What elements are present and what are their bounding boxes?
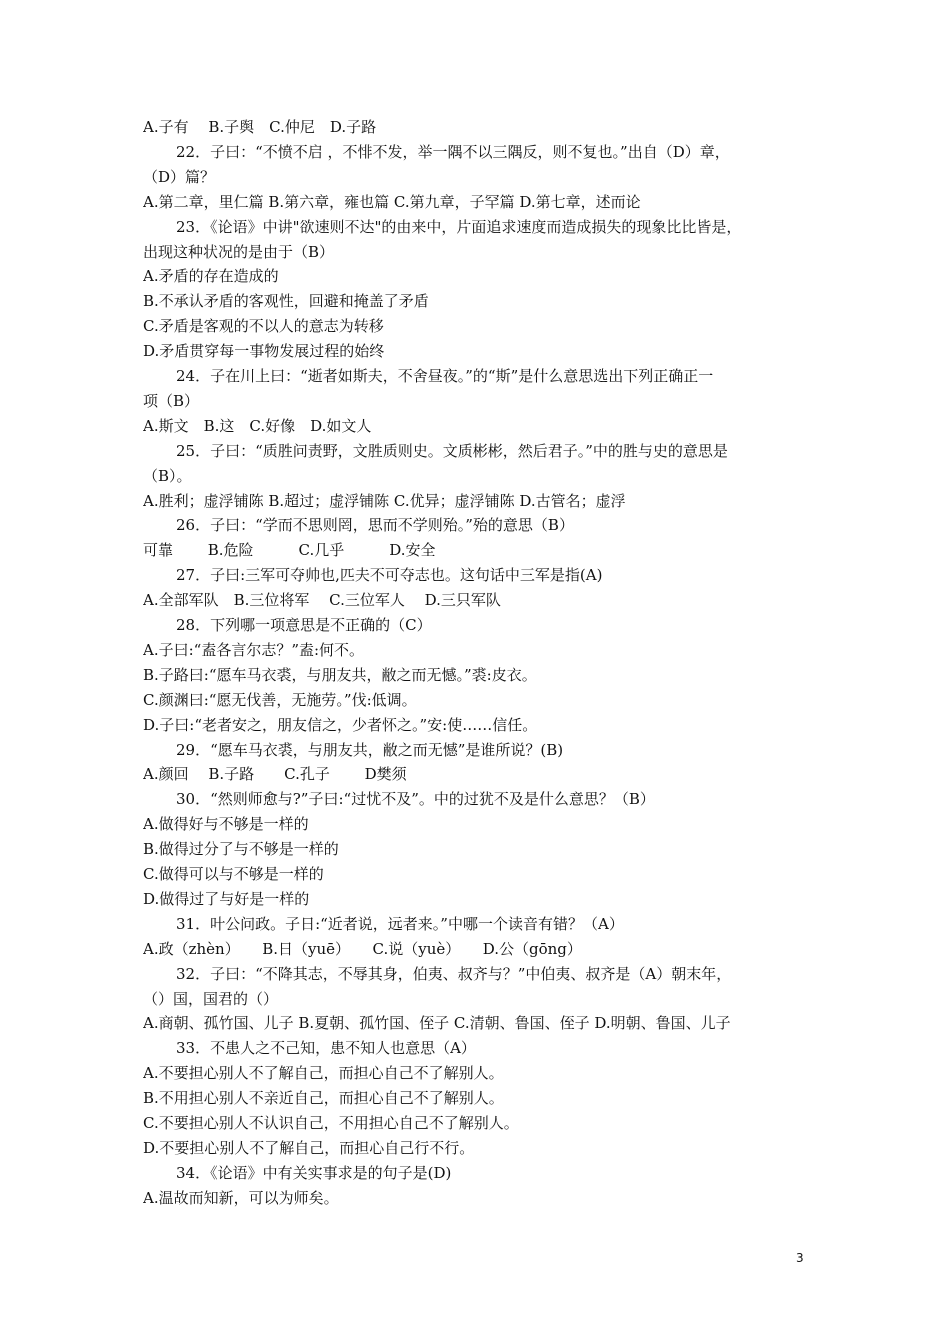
text-line: C.做得可以与不够是一样的 <box>143 865 324 883</box>
text-line: （B）。 <box>143 466 192 485</box>
text-line: A.温故而知新，可以为师矣。 <box>143 1188 339 1207</box>
text-line: A.第二章，里仁篇 B.第六章，雍也篇 C.第九章，子罕篇 D.第七章，述而论 <box>143 192 641 211</box>
text-line: B.子路曰:“愿车马衣裘，与朋友共，敝之而无憾。”裘:皮衣。 <box>143 665 537 684</box>
text-line: B.不用担心别人不亲近自己，而担心自己不了解别人。 <box>143 1089 504 1108</box>
text-line: A.斯文 B.这 C.好像 D.如文人 <box>143 416 372 435</box>
text-line: A.子曰:“盍各言尔志？”盍:何不。 <box>143 640 365 659</box>
text-line: A.商朝、孤竹国、儿子 B.夏朝、孤竹国、侄子 C.清朝、鲁国、侄子 D.明朝、鲁国、儿子 <box>143 1014 731 1033</box>
text-line: （D）篇？ <box>143 167 216 186</box>
text-line: 31．叶公问政。子日:“近者说，远者来。”中哪一个读音有错？（A） <box>176 914 624 933</box>
text-line: A.全部军队 B.三位将军 C.三位军人 D.三只军队 <box>143 591 501 610</box>
text-line: 23．《论语》中讲"欲速则不达"的由来中，片面追求速度而造成损失的现象比比皆是， <box>176 217 742 236</box>
text-line: B.不承认矛盾的客观性，回避和掩盖了矛盾 <box>143 292 429 311</box>
text-line: A.颜回 B.子路 C.孔子 D樊须 <box>143 765 407 784</box>
text-line: 26．子曰：“学而不思则罔，思而不学则殆。”殆的意思（B） <box>176 516 574 535</box>
text-line: 29．“愿车马衣裘，与朋友共，敝之而无憾”是谁所说？(B) <box>176 740 564 759</box>
text-line: 24．子在川上曰：“逝者如斯夫，不舍昼夜。”的“斯”是什么意思选出下列正确正一 <box>176 367 714 385</box>
text-line: 出现这种状况的是由于（B） <box>143 242 335 261</box>
text-line: A.子有 B.子舆 C.仲尼 D.子路 <box>143 118 377 136</box>
text-line: C.矛盾是客观的不以人的意志为转移 <box>143 317 384 336</box>
text-line: 27．子曰:三军可夺帅也,匹夫不可夺志也。这句话中三军是指(A) <box>176 566 603 585</box>
text-line: A.矛盾的存在造成的 <box>143 267 279 286</box>
text-line: D.不要担心别人不了解自己，而担心自己行不行。 <box>143 1138 475 1157</box>
text-line: 30．“然则师愈与?”子曰:“过忧不及”。中的过犹不及是什么意思？（B） <box>176 790 655 809</box>
text-line: 22．子曰：“不愤不启 ，不悱不发，举一隅不以三隅反，则不复也。”出自（D）章， <box>176 142 730 161</box>
text-line: B.做得过分了与不够是一样的 <box>143 840 339 859</box>
text-line: 可靠 B.危险 C.几乎 D.安全 <box>143 541 436 560</box>
text-line: A.做得好与不够是一样的 <box>143 815 309 834</box>
text-line: D.矛盾贯穿每一事物发展过程的始终 <box>143 342 385 361</box>
text-line: （）国，国君的（） <box>143 989 279 1008</box>
text-line: D.子曰:“老者安之，朋友信之，少者怀之。”安:使……信任。 <box>143 715 538 734</box>
text-line: C.不要担心别人不认识自己，不用担心自己不了解别人。 <box>143 1114 519 1132</box>
page-number: 3 <box>796 1251 804 1265</box>
text-line: A.政（zhèn） B.日（yuē） C.说（yuè） D.公（gōng） <box>143 939 582 958</box>
text-line: 33．不患人之不己知，患不知人也意思（A） <box>176 1039 476 1058</box>
text-line: 34．《论语》中有关实事求是的句子是(D) <box>176 1163 452 1182</box>
text-line: D.做得过了与好是一样的 <box>143 889 310 908</box>
text-line: A.胜利；虚浮铺陈 B.超过；虚浮铺陈 C.优异；虚浮铺陈 D.古管名；虚浮 <box>143 491 626 510</box>
text-line: 25．子曰：“质胜问责野，文胜质则史。文质彬彬，然后君子。”中的胜与史的意思是 <box>176 441 728 460</box>
text-line: 项（B） <box>143 391 200 410</box>
text-line: C.颜渊曰:“愿无伐善，无施劳。”伐:低调。 <box>143 690 417 709</box>
text-line: 32．子曰：“不降其志，不辱其身，伯夷、叔齐与？”中伯夷、叔齐是（A）朝末年， <box>176 964 732 983</box>
text-line: 28．下列哪一项意思是不正确的（C） <box>176 616 432 634</box>
text-line: A.不要担心别人不了解自己，而担心自己不了解别人。 <box>143 1064 504 1083</box>
